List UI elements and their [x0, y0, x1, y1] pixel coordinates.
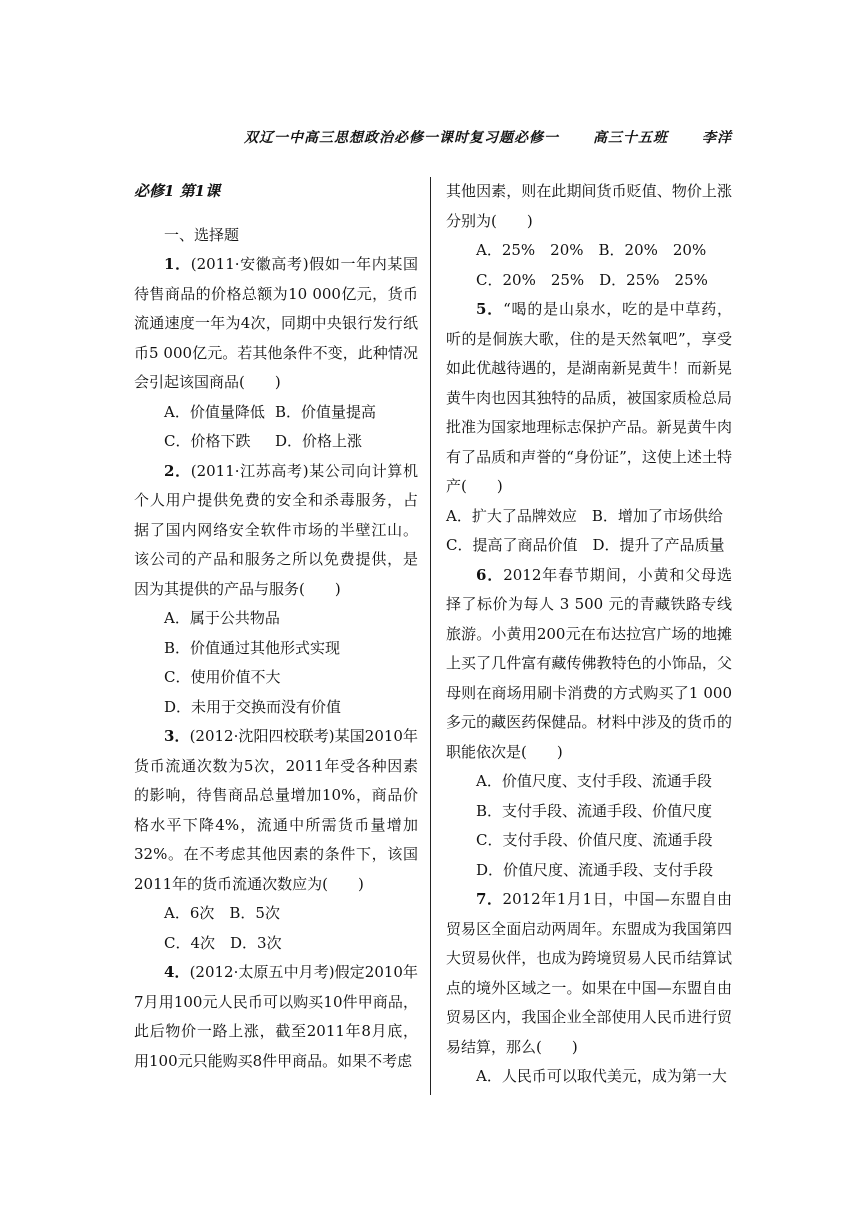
- option-c[interactable]: C．价格下跌: [164, 432, 251, 450]
- question-6-stem: [446, 561, 732, 768]
- question-4: [134, 958, 418, 1076]
- right-column: [446, 177, 732, 1092]
- question-1-stem: [134, 250, 418, 398]
- question-5: [446, 295, 732, 561]
- option-b[interactable]: B．支付手段、流通手段、价值尺度: [476, 801, 713, 820]
- page-header: [244, 127, 732, 147]
- left-column: [134, 177, 418, 1076]
- question-1-options-cd: [134, 427, 418, 457]
- option-b[interactable]: B．价值通过其他形式实现: [164, 638, 341, 657]
- column-divider: [430, 177, 431, 1095]
- question-4-text: 假定2010年7月用100元人民币可以购买10件甲商品，此后物价一路上涨，截至2011年8月底，用100元只能购买8件甲商品。如果不考虑: [134, 963, 419, 1070]
- header-author: 李洋: [702, 130, 732, 146]
- question-4-stem: [134, 958, 418, 1076]
- option-b[interactable]: B．价值量提高: [275, 402, 377, 421]
- question-1-options-ab: [134, 398, 418, 428]
- question-1-text: 假如一年内某国待售商品的价格总额为10 000亿元，货币流通速度一年为4次，同期中央银行发行纸币5 000亿元。若其他条件不变，此种情况会引起该国商品( ): [134, 255, 418, 391]
- header-title: 双辽一中高三思想政治必修一课时复习题必修一: [244, 130, 559, 146]
- option-a[interactable]: A．价值量降低: [164, 402, 265, 421]
- question-2: [134, 457, 418, 723]
- question-4-source: (2012·太原五中月考): [189, 963, 335, 981]
- question-4-number: 4．: [164, 963, 190, 981]
- question-4-options-cd[interactable]: C．20% 25% D．25% 25%: [476, 270, 708, 289]
- question-5-options-ab[interactable]: A．扩大了品牌效应 B．增加了市场供给: [446, 506, 723, 525]
- question-1: [134, 250, 418, 457]
- question-7: [446, 885, 732, 1092]
- question-2-text: 某公司向计算机个人用户提供免费的安全和杀毒服务，占据了国内网络安全软件市场的半壁江山。该公司的产品和服务之所以免费提供，是因为其提供的产品与服务( ): [134, 461, 418, 598]
- question-1-source: (2011·安徽高考): [190, 255, 309, 273]
- question-4-options-ab[interactable]: A．25% 20% B．20% 20%: [476, 241, 707, 259]
- header-class: 高三十五班: [593, 130, 668, 146]
- question-5-number: 5．: [476, 300, 504, 318]
- question-3-number: 3．: [164, 727, 190, 745]
- question-2-stem: [134, 457, 418, 605]
- question-3-source: (2012·沈阳四校联考): [189, 727, 335, 745]
- question-5-text: “喝的是山泉水，吃的是中草药，听的是侗族大歌，住的是天然氧吧”，享受如此优越待遇的，是湖南新晃黄牛！而新晃黄牛肉也因其独特的品质，被国家质检总局批准为国家地理标志保护产品。新晃黄牛肉有了品质和声誉的“身份证”，这使上述土特产( ): [446, 300, 733, 495]
- question-3-text: 某国2010年货币流通次数为5次，2011年受各种因素的影响，待售商品总量增加10%，商品价格水平下降4%，流通中所需货币量增加32%。在不考虑其他因素的条件下，该国2011年的货币流通次数应为( ): [134, 727, 419, 893]
- lesson-title: 必修1 第1课: [134, 182, 221, 200]
- option-d[interactable]: D．价格上涨: [275, 432, 363, 450]
- question-3-options-ab[interactable]: A．6次 B．5次: [164, 904, 280, 922]
- question-3-options-cd[interactable]: C．4次 D．3次: [164, 933, 282, 952]
- question-3-stem: [134, 722, 418, 899]
- question-6: [446, 561, 732, 886]
- question-2-number: 2．: [164, 461, 191, 480]
- question-6-number: 6．: [476, 565, 504, 584]
- question-6-text: 2012年春节期间，小黄和父母选择了标价为每人 3 500 元的青藏铁路专线旅游。小黄用200元在布达拉宫广场的地摊上买了几件富有藏传佛教特色的小饰品，父母则在商场用刷卡消费的方式购买了1 000多元的藏医药保健品。材料中涉及的货币的职能依次是( ): [446, 565, 733, 761]
- question-7-number: 7．: [476, 890, 503, 908]
- option-c[interactable]: C．支付手段、价值尺度、流通手段: [476, 831, 713, 849]
- question-2-source: (2011·江苏高考): [190, 461, 309, 480]
- option-a[interactable]: A．价值尺度、支付手段、流通手段: [476, 772, 712, 790]
- question-3: [134, 722, 418, 958]
- question-4-text-continued: 其他因素，则在此期间货币贬值、物价上涨分别为( ): [446, 182, 732, 230]
- question-7-stem: [446, 885, 732, 1062]
- option-d[interactable]: D．未用于交换而没有价值: [164, 697, 342, 716]
- option-d[interactable]: D．价值尺度、流通手段、支付手段: [476, 860, 714, 879]
- section-title: 一、选择题: [164, 225, 240, 244]
- question-7-text: 2012年1月1日，中国—东盟自由贸易区全面启动两周年。东盟成为我国第四大贸易伙伴，也成为跨境贸易人民币结算试点的境外区域之一。如果在中国—东盟自由贸易区内，我国企业全部使用人民币进行贸易结算，那么( ): [446, 890, 732, 1056]
- option-a[interactable]: A．人民币可以取代美元，成为第一大: [476, 1067, 727, 1085]
- option-c[interactable]: C．使用价值不大: [164, 668, 281, 686]
- option-a[interactable]: A．属于公共物品: [164, 609, 280, 627]
- question-4-continued: [446, 177, 732, 295]
- question-5-stem: [446, 295, 732, 502]
- question-1-number: 1．: [164, 255, 191, 273]
- question-5-options-cd[interactable]: C．提高了商品价值 D．提升了产品质量: [446, 536, 725, 554]
